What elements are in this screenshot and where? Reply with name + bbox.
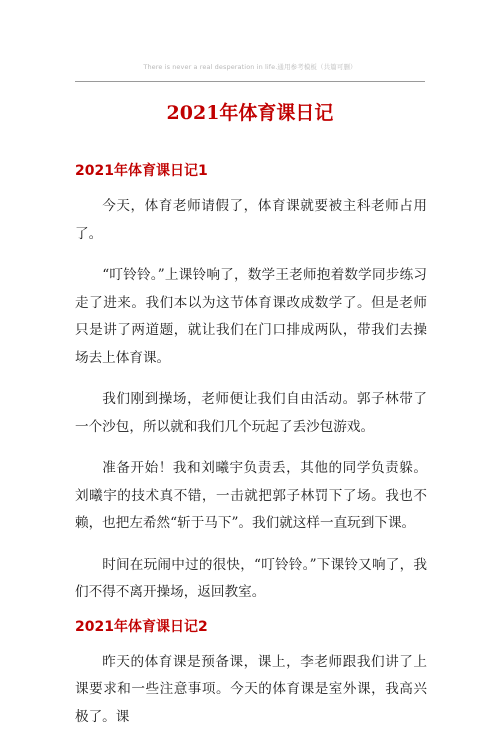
header-divider (75, 81, 425, 82)
paragraph: “叮铃铃。”上课铃响了，数学王老师抱着数学同步练习走了进来。我们本以为这节体育课改成数学了。但是老师只是讲了两道题，就让我们在门口排成两队，带我们去操场去上体育课。 (75, 262, 427, 372)
paragraph: 昨天的体育课是预备课，课上，李老师跟我们讲了上课要求和一些注意事项。今天的体育课是室外课，我高兴极了。课 (75, 649, 427, 731)
paragraph: 我们刚到操场，老师便让我们自由活动。郭子林带了一个沙包，所以就和我们几个玩起了丢沙包游戏。 (75, 386, 427, 441)
document-title: 2021年体育课日记 (0, 98, 500, 128)
paragraph: 今天，体育老师请假了，体育课就要被主科老师占用了。 (75, 193, 427, 248)
paragraph: 时间在玩闹中过的很快，“叮铃铃。”下课铃又响了，我们不得不离开操场，返回教室。 (75, 552, 427, 607)
document-body (75, 157, 427, 731)
section-heading-1: 2021年体育课日记1 (75, 157, 427, 185)
paragraph: 准备开始！我和刘曦宇负责丢，其他的同学负责躲。刘曦宇的技术真不错，一击就把郭子林罚下了场。我也不赖，也把左希然“斩于马下”。我们就这样一直玩到下课。 (75, 455, 427, 538)
header-note: There is never a real desperation in life.通用参考模板（共篇可删） (0, 62, 500, 71)
section-heading-2: 2021年体育课日记2 (75, 613, 427, 641)
